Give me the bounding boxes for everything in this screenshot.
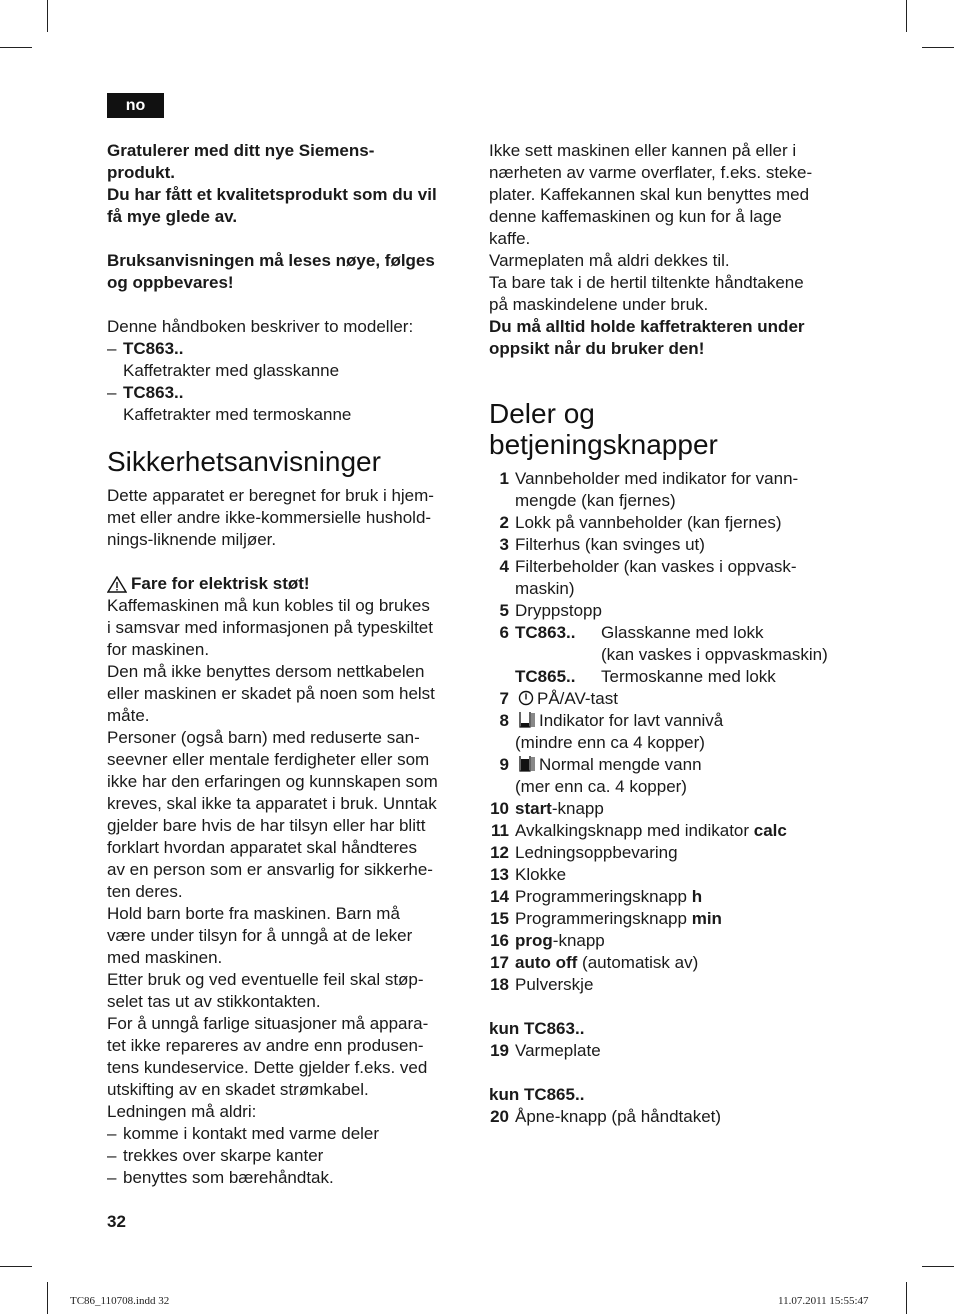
part-number: 4 (499, 557, 509, 576)
safety-text-line: i samsvar med informasjonen på typeskiltet (107, 618, 433, 637)
part-item (489, 974, 859, 996)
hot-surface-line: kaffe. (489, 229, 531, 248)
hot-surface-line: på maskindelene under bruk. (489, 295, 709, 314)
intro-line: produkt. (107, 163, 175, 182)
model-code: TC865.. (515, 667, 576, 686)
part-number: 15 (490, 909, 509, 928)
part-text: Varmeplate (515, 1041, 601, 1060)
crop-mark (922, 1266, 954, 1267)
normal-water-icon (518, 755, 536, 772)
crop-mark (47, 0, 48, 32)
safety-text-line: forklart hvordan apparatet skal håndteres (107, 838, 417, 857)
hot-surface-line: Ta bare tak i de hertil tiltenkte håndtakene (489, 273, 804, 292)
cord-rule-item: – komme i kontakt med varme deler (107, 1124, 380, 1143)
part-number: 9 (499, 755, 509, 774)
part-number: 2 (499, 513, 509, 532)
part-text: Klokke (515, 865, 567, 884)
parts-heading-line: Deler og (489, 398, 595, 429)
safety-text-line: måte. (107, 706, 150, 725)
power-icon (518, 690, 534, 706)
part-item (489, 798, 859, 820)
part-number: 1 (499, 469, 509, 488)
part-number: 12 (490, 843, 509, 862)
part-text: maskin) (515, 579, 575, 598)
part-keyword: h (691, 887, 703, 906)
part-number: 10 (490, 799, 509, 818)
intro-line: Du har fått et kvalitetsprodukt som du vil (107, 185, 437, 204)
part-number: 7 (499, 689, 509, 708)
part-number: 11 (491, 821, 509, 840)
safety-text-line: For å unngå farlige situasjoner må appara- (107, 1014, 429, 1033)
part-text: mengde (kan fjernes) (515, 491, 676, 510)
part-text: -knapp (552, 931, 605, 950)
part-number: 14 (490, 887, 509, 906)
part-text: Lokk på vannbeholder (kan fjernes) (515, 513, 782, 532)
safety-text-line: kreves, skal ikke ta apparatet i bruk. Unntak (107, 794, 437, 813)
part-text: Dryppstopp (515, 601, 602, 620)
safety-text-line: gjelder bare hvis de har tilsyn eller har blitt (107, 816, 426, 835)
safety-intro-line: met eller andre ikke-kommersielle hushold- (107, 508, 432, 527)
supervise-line: oppsikt når du bruker den! (489, 339, 705, 358)
part-text: Pulverskje (515, 975, 594, 994)
part-item (489, 600, 859, 622)
safety-text-line: selet tas ut av stikkontakten. (107, 992, 321, 1011)
model-item: – TC863.. Kaffetrakter med glasskanne (107, 339, 340, 380)
part-text: (kan vaskes i oppvaskmaskin) (601, 645, 828, 664)
part-keyword: min (691, 909, 722, 928)
supervise-line: Du må alltid holde kaffetrakteren under (489, 317, 805, 336)
part-item (489, 864, 859, 886)
part-item (489, 512, 859, 534)
part-item (489, 556, 859, 600)
warning-triangle-icon (107, 576, 127, 593)
footer-date: 11.07.2011 15:55:47 (778, 1295, 869, 1307)
part-text: Ledningsoppbevaring (515, 843, 678, 862)
part-item (489, 886, 859, 908)
part-item (489, 908, 859, 930)
part-item (489, 534, 859, 556)
hot-surface-line: Ikke sett maskinen eller kannen på eller i (489, 141, 797, 160)
part-number: 6 (499, 623, 509, 642)
part-text: (mer enn ca. 4 kopper) (515, 777, 687, 796)
safety-text-line: tens kundeservice. Dette gjelder f.eks. ved (107, 1058, 428, 1077)
safety-text-line: eller maskinen er skadet på noen som helst (107, 684, 435, 703)
safety-text-line: Personer (også barn) med reduserte san- (107, 728, 420, 747)
cord-rule-item: – trekkes over skarpe kanter (107, 1146, 324, 1165)
part-keyword: prog (515, 931, 553, 950)
part-item (489, 468, 859, 512)
safety-text-line: ikke har den erfaringen og kunnskapen som (107, 772, 438, 791)
part-item (489, 688, 859, 710)
safety-text-line: for maskinen. (107, 640, 210, 659)
safety-intro-line: Dette apparatet er beregnet for bruk i hjem- (107, 486, 434, 505)
safety-heading: Sikkerhetsanvisninger (107, 446, 381, 477)
part-number: 19 (490, 1041, 509, 1060)
part-text: -knapp (551, 799, 604, 818)
part-text: Termoskanne med lokk (601, 667, 776, 686)
read-instructions-line: Bruksanvisningen må leses nøye, følges (107, 251, 435, 270)
crop-mark (922, 47, 954, 48)
safety-text-line: Den må ikke benyttes dersom nettkabelen (107, 662, 425, 681)
safety-text-line: utskifting av en skadet strømkabel. (107, 1080, 369, 1099)
part-number: 13 (490, 865, 509, 884)
part-number: 3 (499, 535, 509, 554)
crop-mark (0, 47, 32, 48)
hot-surface-line: nærheten av varme overflater, f.eks. steke- (489, 163, 813, 182)
page-number: 32 (107, 1212, 126, 1231)
warning-label: Fare for elektrisk støt! (131, 574, 310, 593)
part-item (489, 754, 859, 798)
part-text: Filterbeholder (kan vaskes i oppvask- (515, 557, 797, 576)
model-code: TC863.. (123, 339, 184, 358)
part-number: 8 (499, 711, 509, 730)
safety-text-line: seevner eller mentale ferdigheter eller som (107, 750, 430, 769)
model-code: TC863.. (123, 383, 184, 402)
part-number: 17 (490, 953, 509, 972)
safety-text-line: være under tilsyn for å unngå at de leker (107, 926, 413, 945)
safety-intro-line: nings-liknende miljøer. (107, 530, 277, 549)
right-column (489, 140, 859, 1128)
part-text: Indikator for lavt vannivå (539, 711, 724, 730)
part-text: PÅ/AV-tast (537, 689, 618, 708)
part-number: 20 (490, 1107, 509, 1126)
models-intro: Denne håndboken beskriver to modeller: (107, 317, 414, 336)
parts-heading-line: betjeningsknapper (489, 429, 718, 460)
safety-text-line: Ledningen må aldri: (107, 1102, 257, 1121)
crop-mark (906, 0, 907, 32)
part-keyword: start (515, 799, 552, 818)
part-text: Programmeringsknapp (515, 909, 692, 928)
safety-text-line: tet ikke repareres av andre enn produsen- (107, 1036, 424, 1055)
part-text: (mindre enn ca 4 kopper) (515, 733, 705, 752)
crop-mark (0, 1266, 32, 1267)
part-text: (automatisk av) (577, 953, 699, 972)
part-keyword: calc (753, 821, 787, 840)
part-text: Programmeringsknapp (515, 887, 692, 906)
part-item (489, 930, 859, 952)
part-text: Vannbeholder med indikator for vann- (515, 469, 799, 488)
left-column (107, 140, 467, 1189)
part-item (489, 1106, 859, 1128)
model-code: TC863.. (515, 623, 576, 642)
model-desc: Kaffetrakter med glasskanne (123, 361, 340, 380)
language-badge: no (107, 93, 164, 118)
parts-heading (489, 398, 859, 460)
part-number: 18 (490, 975, 509, 994)
low-water-icon (518, 711, 536, 728)
hot-surface-line: denne kaffemaskinen og kun for å lage (489, 207, 782, 226)
model-desc: Kaffetrakter med termoskanne (123, 405, 352, 424)
part-item (489, 1040, 859, 1062)
part-item (489, 820, 859, 842)
part-item (489, 622, 859, 688)
only-tc865-label: kun TC865.. (489, 1085, 585, 1104)
part-item (489, 952, 859, 974)
model-item: – TC863.. Kaffetrakter med termoskanne (107, 383, 352, 424)
part-number: 16 (490, 931, 509, 950)
hot-surface-line: plater. Kaffekannen skal kun benyttes med (489, 185, 810, 204)
part-text: Åpne-knapp (på håndtaket) (515, 1107, 722, 1126)
intro-line: få mye glede av. (107, 207, 238, 226)
safety-text-line: med maskinen. (107, 948, 223, 967)
part-text: Normal mengde vann (539, 755, 702, 774)
cord-rule-text: komme i kontakt med varme deler (123, 1124, 380, 1143)
intro-line: Gratulerer med ditt nye Siemens- (107, 141, 375, 160)
part-item (489, 710, 859, 754)
safety-text-line: Kaffemaskinen må kun kobles til og brukes (107, 596, 430, 615)
part-number: 5 (499, 601, 509, 620)
safety-text-line: ten deres. (107, 882, 183, 901)
safety-text-line: Hold barn borte fra maskinen. Barn må (107, 904, 400, 923)
part-text: Glasskanne med lokk (601, 623, 764, 642)
crop-mark (906, 1282, 907, 1314)
hot-surface-line: Varmeplaten må aldri dekkes til. (489, 251, 730, 270)
part-keyword: auto off (515, 953, 578, 972)
parts-list (489, 468, 859, 1128)
part-text: Filterhus (kan svinges ut) (515, 535, 705, 554)
cord-rule-text: benyttes som bærehåndtak. (123, 1168, 334, 1187)
warning-heading (107, 573, 467, 595)
part-item (489, 842, 859, 864)
safety-text-line: Etter bruk og ved eventuelle feil skal støp- (107, 970, 424, 989)
only-tc863-label: kun TC863.. (489, 1019, 585, 1038)
read-instructions-line: og oppbevares! (107, 273, 234, 292)
crop-mark (47, 1282, 48, 1314)
cord-rule-item: – benyttes som bærehåndtak. (107, 1168, 334, 1187)
safety-text-line: av en person som er ansvarlig for sikkerhe- (107, 860, 433, 879)
footer-file: TC86_110708.indd 32 (70, 1295, 170, 1307)
cord-rule-text: trekkes over skarpe kanter (123, 1146, 324, 1165)
part-text: Avkalkingsknapp med indikator (515, 821, 754, 840)
